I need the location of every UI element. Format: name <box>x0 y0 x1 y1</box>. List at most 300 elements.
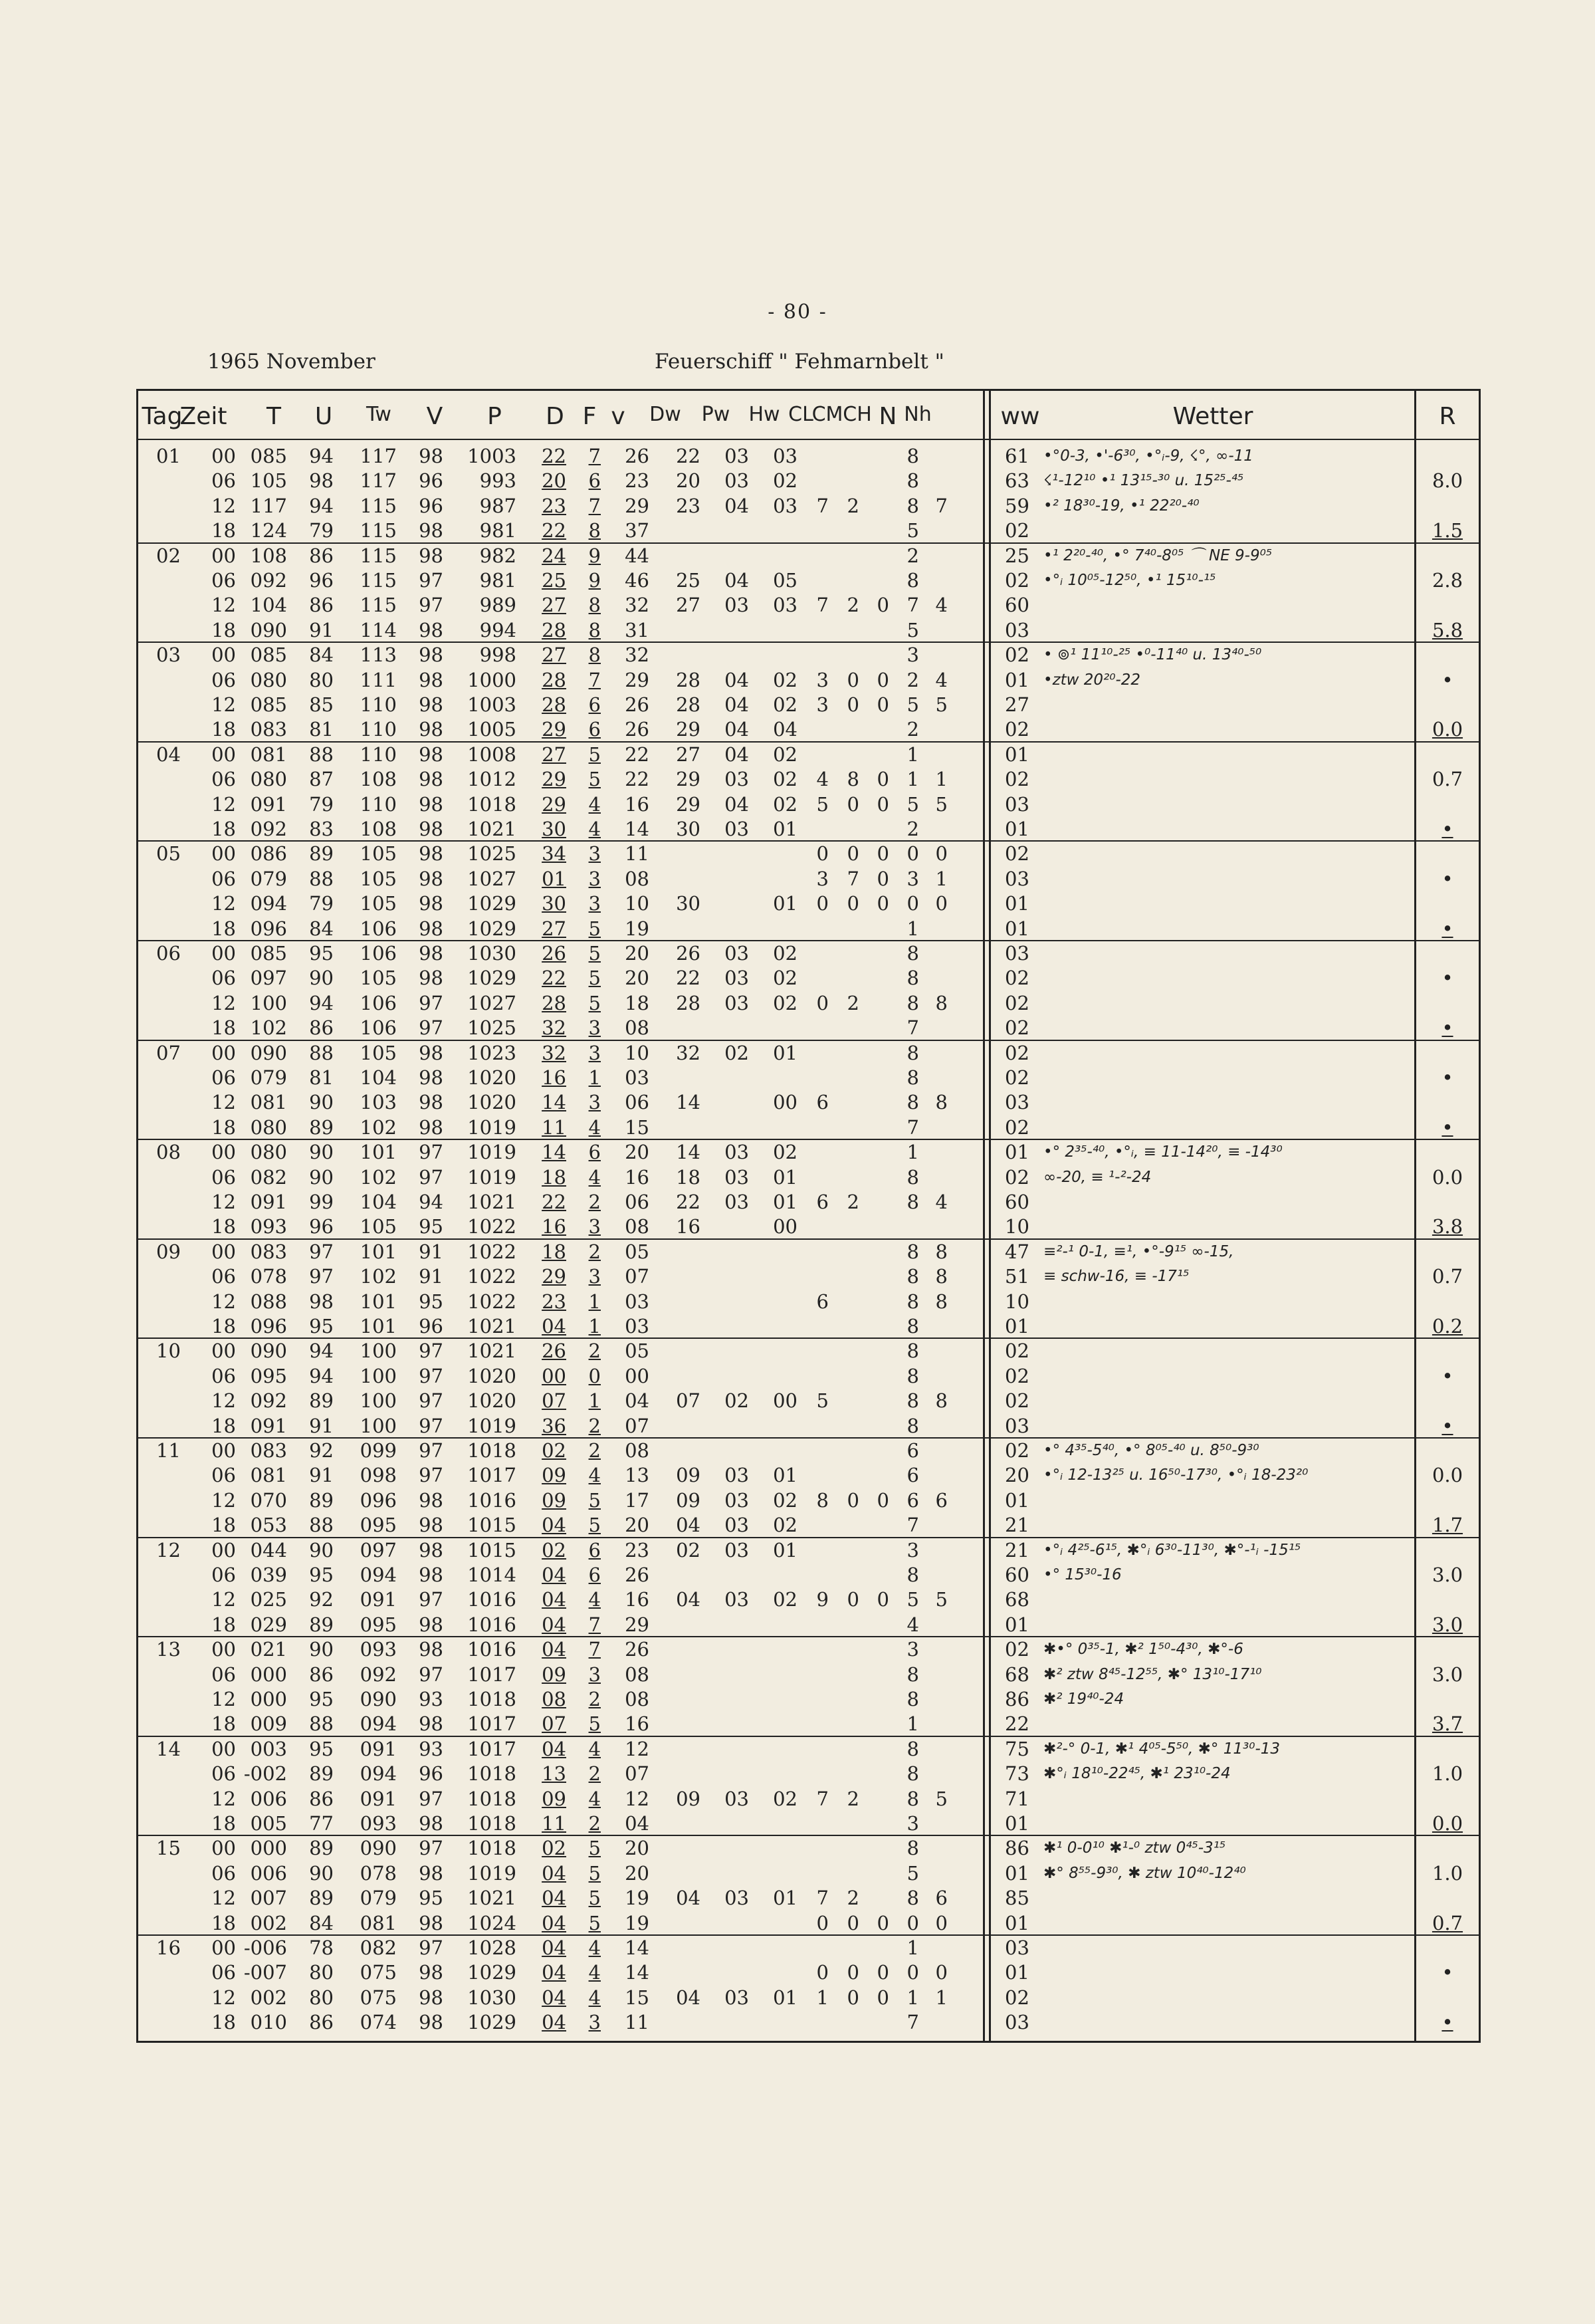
cell-v: 98 <box>419 867 443 890</box>
cell-u: 84 <box>309 643 334 667</box>
cell-ww: 86 <box>1005 1688 1029 1710</box>
cell-zeit: 06 <box>211 867 236 890</box>
cell-dw: 04 <box>676 1588 700 1611</box>
table-row <box>0 1787 1595 1811</box>
page-number: - 80 - <box>768 300 827 324</box>
cell-r: 0.0 <box>1432 1165 1463 1189</box>
cell-r: 1.0 <box>1432 1861 1463 1885</box>
cell-ww: 02 <box>1005 1389 1029 1413</box>
cell-v: 16 <box>625 1588 649 1611</box>
cell-n: 1 <box>906 768 919 791</box>
cell-d: 04 <box>542 1861 566 1885</box>
cell-cl: 3 <box>816 867 829 890</box>
cell-t: 093 <box>250 1215 287 1238</box>
cell-f: 6 <box>588 1141 601 1164</box>
cell-ww: 47 <box>1005 1240 1029 1263</box>
cell-t: 002 <box>250 1986 287 2009</box>
cell-zeit: 18 <box>211 917 236 940</box>
cell-f: 4 <box>588 1936 601 1959</box>
cell-pw: 04 <box>724 693 749 716</box>
cell-r: 3.0 <box>1432 1564 1463 1586</box>
cell-v: 95 <box>419 1215 443 1238</box>
cell-d: 09 <box>542 1488 566 1512</box>
cell-ww: 03 <box>1005 867 1029 890</box>
cell-zeit: 06 <box>211 1265 236 1288</box>
cell-p: 1018 <box>467 792 516 816</box>
cell-v: 14 <box>625 1936 649 1959</box>
cell-tw: 101 <box>360 1240 397 1263</box>
cell-cl: 7 <box>816 1787 829 1810</box>
cell-zeit: 18 <box>211 1812 236 1835</box>
cell-dw: 16 <box>676 1215 700 1238</box>
cell-t: 083 <box>250 718 287 741</box>
cell-n: 0 <box>906 892 919 915</box>
cell-zeit: 06 <box>211 1464 236 1487</box>
cell-dw: 14 <box>676 1141 700 1164</box>
cell-v: 98 <box>419 1514 443 1537</box>
cell-f: 1 <box>588 1315 601 1337</box>
cell-t: 080 <box>250 1115 287 1139</box>
cell-ww: 02 <box>1005 1016 1029 1040</box>
cell-d: 27 <box>542 594 566 617</box>
cell-zeit: 06 <box>211 1165 236 1189</box>
cell-u: 83 <box>309 818 334 840</box>
cell-p: 1021 <box>467 818 516 840</box>
cell-cm: 0 <box>847 842 859 866</box>
cell-v: 08 <box>625 1016 649 1040</box>
cell-p: 993 <box>479 469 516 493</box>
cell-ch: 0 <box>877 594 889 617</box>
cell-v: 98 <box>419 1911 443 1934</box>
table-row <box>0 1439 1595 1463</box>
cell-zeit: 12 <box>211 991 236 1014</box>
cell-nh: 8 <box>935 991 948 1014</box>
cell-p: 1005 <box>467 718 516 741</box>
cell-ww: 27 <box>1005 693 1029 716</box>
cell-u: 97 <box>309 1240 334 1263</box>
cell-wetter: ✱¹ 0-0¹⁰ ✱¹-⁰ ztw 0⁴⁵-3¹⁵ <box>1043 1839 1226 1857</box>
cell-p: 1029 <box>467 2011 516 2034</box>
cell-t: 007 <box>250 1887 287 1910</box>
cell-p: 1017 <box>467 1712 516 1736</box>
cell-n: 8 <box>906 1787 919 1810</box>
cell-tw: 100 <box>360 1339 397 1363</box>
cell-u: 94 <box>309 445 334 467</box>
cell-p: 1025 <box>467 842 516 866</box>
cell-ww: 03 <box>1005 792 1029 816</box>
cell-tw: 113 <box>360 643 397 667</box>
cell-tw: 105 <box>360 1215 397 1238</box>
col-header-u: U <box>314 403 333 430</box>
cell-tw: 117 <box>360 469 397 493</box>
cell-tw: 104 <box>360 1191 397 1213</box>
cell-v: 14 <box>625 818 649 840</box>
cell-hw: 05 <box>773 569 798 592</box>
cell-ww: 02 <box>1005 1439 1029 1462</box>
cell-f: 1 <box>588 1290 601 1313</box>
table-row <box>0 817 1595 842</box>
table-row <box>0 1911 1595 1936</box>
cell-f: 3 <box>588 1091 601 1114</box>
table-row <box>0 1513 1595 1538</box>
cell-f: 7 <box>588 445 601 467</box>
cell-cl: 0 <box>816 842 829 866</box>
cell-ww: 03 <box>1005 618 1029 641</box>
cell-f: 5 <box>588 1911 601 1934</box>
cell-u: 99 <box>309 1191 334 1213</box>
cell-zeit: 06 <box>211 768 236 791</box>
cell-tw: 094 <box>360 1564 397 1586</box>
cell-f: 5 <box>588 743 601 766</box>
cell-d: 28 <box>542 668 566 691</box>
cell-n: 8 <box>906 494 919 517</box>
col-header-d: D <box>546 403 564 430</box>
cell-zeit: 12 <box>211 1389 236 1413</box>
cell-nh: 5 <box>935 1588 948 1611</box>
cell-zeit: 00 <box>211 1439 236 1462</box>
table-row <box>0 494 1595 519</box>
cell-t: 095 <box>250 1364 287 1387</box>
cell-t: 009 <box>250 1712 287 1736</box>
cell-dw: 07 <box>676 1389 700 1413</box>
cell-t: 000 <box>250 1688 287 1710</box>
cell-hw: 01 <box>773 1041 798 1064</box>
cell-n: 8 <box>906 1414 919 1437</box>
cell-d: 07 <box>542 1389 566 1413</box>
cell-v: 46 <box>625 569 649 592</box>
cell-t: 091 <box>250 1191 287 1213</box>
cell-d: 04 <box>542 2011 566 2034</box>
cell-tw: 110 <box>360 743 397 766</box>
cell-v: 98 <box>419 1066 443 1089</box>
cell-v: 16 <box>625 1165 649 1189</box>
cell-p: 1003 <box>467 445 516 467</box>
col-header-n: N <box>879 403 897 430</box>
cell-v: 32 <box>625 594 649 617</box>
cell-t: 029 <box>250 1613 287 1636</box>
col-header-pw: Pw <box>701 403 730 426</box>
cell-f: 5 <box>588 967 601 990</box>
cell-tw: 108 <box>360 768 397 791</box>
cell-r: • <box>1441 1115 1453 1139</box>
cell-v: 97 <box>419 569 443 592</box>
cell-v: 31 <box>625 618 649 641</box>
cell-ch: 0 <box>877 693 889 716</box>
cell-ch: 0 <box>877 1961 889 1984</box>
cell-ww: 02 <box>1005 1638 1029 1661</box>
cell-v: 19 <box>625 1887 649 1910</box>
cell-n: 8 <box>906 569 919 592</box>
cell-pw: 03 <box>724 1141 749 1164</box>
cell-tw: 115 <box>360 544 397 567</box>
cell-nh: 1 <box>935 867 948 890</box>
cell-v: 07 <box>625 1265 649 1288</box>
cell-r: 0.0 <box>1432 718 1463 741</box>
cell-u: 92 <box>309 1588 334 1611</box>
cell-zeit: 12 <box>211 594 236 617</box>
cell-hw: 02 <box>773 693 798 716</box>
cell-d: 18 <box>542 1165 566 1189</box>
cell-hw: 02 <box>773 1588 798 1611</box>
cell-pw: 03 <box>724 1588 749 1611</box>
cell-cm: 0 <box>847 1961 859 1984</box>
cell-ww: 02 <box>1005 519 1029 542</box>
cell-v: 08 <box>625 1215 649 1238</box>
cell-f: 4 <box>588 1787 601 1810</box>
cell-v: 97 <box>419 1936 443 1959</box>
cell-p: 1016 <box>467 1638 516 1661</box>
col-header-f: F <box>582 403 597 430</box>
cell-n: 2 <box>906 818 919 840</box>
cell-p: 1020 <box>467 1364 516 1387</box>
cell-ww: 02 <box>1005 768 1029 791</box>
cell-f: 4 <box>588 1165 601 1189</box>
cell-u: 96 <box>309 1215 334 1238</box>
cell-u: 80 <box>309 1961 334 1984</box>
cell-tw: 111 <box>360 668 397 691</box>
cell-t: 039 <box>250 1564 287 1586</box>
cell-u: 95 <box>309 1564 334 1586</box>
cell-v: 44 <box>625 544 649 567</box>
cell-v: 98 <box>419 668 443 691</box>
cell-v: 98 <box>419 967 443 990</box>
cell-pw: 04 <box>724 668 749 691</box>
cell-u: 78 <box>309 1936 334 1959</box>
cell-f: 5 <box>588 1514 601 1537</box>
cell-f: 4 <box>588 1986 601 2009</box>
cell-tw: 114 <box>360 618 397 641</box>
cell-v: 98 <box>419 917 443 940</box>
table-row <box>0 917 1595 941</box>
cell-pw: 04 <box>724 743 749 766</box>
cell-dw: 28 <box>676 693 700 716</box>
cell-t: 097 <box>250 967 287 990</box>
cell-v: 19 <box>625 917 649 940</box>
cell-f: 6 <box>588 469 601 493</box>
cell-tw: 094 <box>360 1712 397 1736</box>
cell-f: 2 <box>588 1339 601 1363</box>
cell-tag: 05 <box>156 842 181 866</box>
cell-p: 1014 <box>467 1564 516 1586</box>
cell-d: 04 <box>542 1911 566 1934</box>
cell-hw: 02 <box>773 1787 798 1810</box>
cell-cl: 8 <box>816 1488 829 1512</box>
cell-dw: 04 <box>676 1986 700 2009</box>
cell-nh: 0 <box>935 842 948 866</box>
cell-n: 8 <box>906 1837 919 1860</box>
cell-t: 096 <box>250 917 287 940</box>
table-row <box>0 767 1595 792</box>
table-row <box>0 867 1595 891</box>
cell-u: 88 <box>309 743 334 766</box>
cell-r: 3.0 <box>1432 1663 1463 1686</box>
table-row <box>0 1339 1595 1363</box>
cell-cl: 3 <box>816 693 829 716</box>
cell-hw: 01 <box>773 1538 798 1562</box>
table-row <box>0 568 1595 593</box>
cell-cm: 2 <box>847 1191 859 1213</box>
cell-p: 1021 <box>467 1315 516 1337</box>
table-row <box>0 668 1595 693</box>
cell-d: 29 <box>542 718 566 741</box>
cell-t: 081 <box>250 1464 287 1487</box>
cell-tw: 096 <box>360 1488 397 1512</box>
cell-v: 98 <box>419 2011 443 2034</box>
cell-p: 1016 <box>467 1488 516 1512</box>
cell-n: 3 <box>906 867 919 890</box>
cell-dw: 25 <box>676 569 700 592</box>
cell-v: 05 <box>625 1339 649 1363</box>
cell-hw: 02 <box>773 1514 798 1537</box>
col-header-dw: Dw <box>649 403 681 426</box>
cell-t: 094 <box>250 892 287 915</box>
cell-p: 1021 <box>467 1191 516 1213</box>
cell-d: 04 <box>542 1961 566 1984</box>
cell-n: 2 <box>906 544 919 567</box>
cell-v: 20 <box>625 1514 649 1537</box>
cell-ww: 10 <box>1005 1290 1029 1313</box>
cell-zeit: 00 <box>211 544 236 567</box>
cell-n: 1 <box>906 743 919 766</box>
cell-zeit: 18 <box>211 2011 236 2034</box>
cell-cl: 0 <box>816 892 829 915</box>
cell-f: 5 <box>588 1712 601 1736</box>
cell-d: 32 <box>542 1016 566 1040</box>
cell-n: 8 <box>906 469 919 493</box>
cell-tw: 105 <box>360 1041 397 1064</box>
cell-zeit: 00 <box>211 1141 236 1164</box>
cell-v: 97 <box>419 1389 443 1413</box>
cell-n: 8 <box>906 1737 919 1760</box>
cell-p: 1022 <box>467 1265 516 1288</box>
cell-t: 044 <box>250 1538 287 1562</box>
cell-f: 7 <box>588 668 601 691</box>
cell-r: 0.0 <box>1432 1812 1463 1835</box>
cell-n: 8 <box>906 1240 919 1263</box>
cell-zeit: 00 <box>211 1041 236 1064</box>
cell-nh: 1 <box>935 768 948 791</box>
col-header-hw: Hw <box>748 403 780 426</box>
cell-ww: 10 <box>1005 1215 1029 1238</box>
cell-v: 98 <box>419 842 443 866</box>
cell-ch: 0 <box>877 892 889 915</box>
cell-v: 12 <box>625 1787 649 1810</box>
cell-f: 8 <box>588 618 601 641</box>
cell-t: 100 <box>250 991 287 1014</box>
cell-f: 2 <box>588 1439 601 1462</box>
cell-f: 3 <box>588 1265 601 1288</box>
cell-f: 8 <box>588 594 601 617</box>
cell-hw: 02 <box>773 792 798 816</box>
cell-t: 003 <box>250 1737 287 1760</box>
cell-zeit: 06 <box>211 1663 236 1686</box>
cell-t: 000 <box>250 1837 287 1860</box>
cell-t: 010 <box>250 2011 287 2034</box>
cell-v: 15 <box>625 1986 649 2009</box>
cell-ch: 0 <box>877 792 889 816</box>
cell-u: 98 <box>309 1290 334 1313</box>
cell-tag: 02 <box>156 544 181 567</box>
cell-tw: 106 <box>360 917 397 940</box>
cell-hw: 04 <box>773 718 798 741</box>
cell-f: 6 <box>588 1538 601 1562</box>
table-row <box>0 1663 1595 1687</box>
cell-t: 000 <box>250 1663 287 1686</box>
cell-u: 90 <box>309 1638 334 1661</box>
cell-p: 1003 <box>467 693 516 716</box>
cell-v: 98 <box>419 768 443 791</box>
cell-ww: 01 <box>1005 1141 1029 1164</box>
cell-pw: 04 <box>724 569 749 592</box>
cell-f: 2 <box>588 1191 601 1213</box>
cell-hw: 00 <box>773 1389 798 1413</box>
cell-d: 20 <box>542 469 566 493</box>
cell-d: 04 <box>542 1315 566 1337</box>
header-ship: Feuerschiff " Fehmarnbelt " <box>655 350 944 374</box>
cell-ww: 01 <box>1005 818 1029 840</box>
cell-d: 32 <box>542 1041 566 1064</box>
col-header-cl: CL <box>788 403 813 426</box>
cell-pw: 04 <box>724 718 749 741</box>
cell-cl: 0 <box>816 991 829 1014</box>
cell-p: 1017 <box>467 1464 516 1487</box>
cell-hw: 02 <box>773 469 798 493</box>
cell-ww: 02 <box>1005 1165 1029 1189</box>
cell-p: 1022 <box>467 1240 516 1263</box>
cell-v: 98 <box>419 1961 443 1984</box>
cell-r: 3.0 <box>1432 1613 1463 1636</box>
cell-dw: 22 <box>676 967 700 990</box>
cell-dw: 27 <box>676 743 700 766</box>
cell-tw: 101 <box>360 1141 397 1164</box>
cell-v: 04 <box>625 1812 649 1835</box>
cell-t: 090 <box>250 1041 287 1064</box>
cell-pw: 04 <box>724 792 749 816</box>
cell-u: 88 <box>309 1712 334 1736</box>
cell-v: 14 <box>625 1961 649 1984</box>
cell-t: 079 <box>250 1066 287 1089</box>
cell-n: 0 <box>906 842 919 866</box>
col-header-r: R <box>1439 403 1456 430</box>
table-row <box>0 1563 1595 1587</box>
cell-n: 8 <box>906 1091 919 1114</box>
cell-u: 86 <box>309 594 334 617</box>
cell-f: 6 <box>588 1564 601 1586</box>
cell-pw: 03 <box>724 1887 749 1910</box>
cell-dw: 09 <box>676 1488 700 1512</box>
table-row <box>0 469 1595 493</box>
cell-u: 90 <box>309 1538 334 1562</box>
cell-n: 8 <box>906 1191 919 1213</box>
cell-u: 89 <box>309 1837 334 1860</box>
cell-pw: 03 <box>724 991 749 1014</box>
cell-v: 16 <box>625 792 649 816</box>
cell-p: 1018 <box>467 1439 516 1462</box>
cell-zeit: 00 <box>211 445 236 467</box>
cell-d: 22 <box>542 1191 566 1213</box>
cell-tag: 11 <box>156 1439 181 1462</box>
cell-t: 002 <box>250 1911 287 1934</box>
cell-ww: 01 <box>1005 1911 1029 1934</box>
cell-n: 5 <box>906 693 919 716</box>
cell-t: 085 <box>250 445 287 467</box>
cell-cm: 0 <box>847 1986 859 2009</box>
cell-wetter: ✱° 8⁵⁵-9³⁰, ✱ ztw 10⁴⁰-12⁴⁰ <box>1043 1864 1246 1882</box>
cell-t: 086 <box>250 842 287 866</box>
cell-v: 98 <box>419 1986 443 2009</box>
cell-zeit: 06 <box>211 967 236 990</box>
cell-p: 1020 <box>467 1091 516 1114</box>
